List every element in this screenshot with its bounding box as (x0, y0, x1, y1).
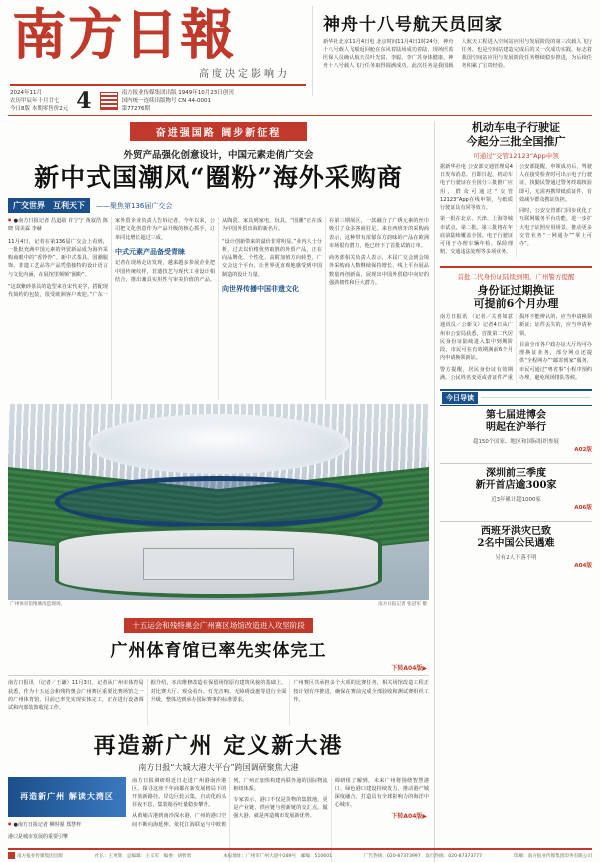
side2-para-2: 目前全市各户政办证大厅均可办理换证业务，部分网点还提供“全程网办”“邮寄到家”服务，市民可通过“粤省事”小程序预约办理，避免现场排队等候。 (519, 341, 592, 381)
digest-1-ref[interactable]: A02版 (574, 446, 592, 453)
lead-para-1: “这款紫砂茶具的造型来自宋代美学，搭配现代简约的包装，很受欧洲客户欢迎。”广东一家外贸企业负责人告诉记者，今年以来，公司把文化创意作为产品升级的核心抓手，订单同比增长超过三成。 (8, 218, 215, 299)
masthead-date: 2024年11月 (10, 89, 42, 96)
third-story-byline: ● ●南方日报记者 柳时强 郑慧梓 (8, 821, 126, 829)
third-story-subnote: 港口是城市发展的重要引擎 (8, 833, 69, 840)
campaign-banner (8, 121, 429, 141)
side-story-1-headline: 机动车电子行驶证 今起分三批全国推广 (466, 121, 566, 149)
masthead-cn-number: 国内统一连续出版物号 CN 44-0001 (121, 97, 211, 104)
lead-tag-primary: 广交世界 互利天下 (8, 198, 90, 213)
side2-para-0: 南方日报讯 （记者／关喜如意 通讯员／公新文）记者4日从广州市公安局获悉，首批第二代居民身份证陆续进入集中到期阶段，市民可在有效期满前6个月内申请换领新证。 (440, 314, 513, 362)
lead-para-0: 11月4日，记者在第136届广交会上看到，一批批充满中国元素的外贸新品成为海外采购商眼中的“香饽饽”。新中式茶具、国潮服饰、非遗工艺品等产品凭借独特的设计语言与文化内涵，在展馆里频频“圈粉”。 (8, 238, 108, 278)
second-para-0: 南方日报讯 （记者／王谦）11月3日，记者从广州市体育局获悉，作为十五运会和残特奥会广州赛区重要比赛场馆之一的广州体育馆，目前已率先实现实体完工，正在进行设备调试和内部装饰收尾工作。 (8, 680, 144, 712)
digest-2-sub: 近3年累计超1000家 (491, 496, 541, 503)
second-story-jump-ref[interactable]: 下转A04版▶ (391, 665, 427, 673)
side-story-1-body (440, 163, 592, 257)
digest-3-sub: 另有2人下落不明 (495, 554, 537, 561)
side-story-2-eyebrow: 首批二代身份证陆续到期，广州警方提醒 (457, 272, 575, 281)
lead-para-5: 商务部相关负责人表示，本届广交会到会境外采购商人数继续保持增长，线上平台展品数量再创新高，展现出中国外贸稳中向好的强劲韧性和巨大潜力。 (329, 255, 429, 286)
today-digest-rule (481, 397, 590, 398)
lead-para-4: 在第三期展区，一款融合了广绣元素的丝巾吸引了众多客商驻足。来自西班牙的采购商表示，这种带有浓郁东方韵味的产品在欧洲市场很有潜力，他已经下了首批试销订单。 (329, 218, 429, 249)
side-divider-1 (440, 266, 592, 268)
byline: ● ●南方日报记者 昌道励 许宁宁 黄叙浩 陈晓 周美霖 李赫 (8, 217, 108, 234)
divider-1 (8, 675, 429, 676)
lead-tag-secondary: ——聚焦第136届广交会 (96, 201, 173, 210)
masthead-issue-number: 4 (76, 88, 92, 115)
lead-story-kicker: 外贸产品强化创意设计，中国元素走俏广交会 (123, 150, 314, 162)
footer-badge-text: 南方报业传媒集团出版 (17, 854, 63, 859)
photo-credit: 南方日报记者 张冠军 摄 (378, 602, 427, 608)
third-para-1: 从黄埔古港到南沙深水港，广州的港口空间不断向海延伸。依托江海联运与中欧班列，广州正加快构建内联外通的国际物流枢纽体系。 (132, 777, 328, 828)
side-story-1-subhead: 可通过“交管12123”App申领 (473, 151, 559, 160)
today-digest-label: 今日导读 (442, 392, 478, 404)
side-story-2-headline: 身份证过期换证 可提前6个月办理 (473, 283, 559, 311)
masthead-issue-serial: 第77276期 (121, 106, 151, 113)
side1-para-3: 同时，公安交管部门同步优化了互联网服务平台功能，进一步扩大电子证照应用场景，推动更多交管业务“一网通办”“掌上可办”。 (519, 208, 592, 248)
digest-1-headline: 第七届进博会 明起在沪举行 (486, 409, 546, 434)
main-column (8, 121, 435, 862)
masthead-date-block (10, 89, 68, 114)
digest-item-3[interactable] (440, 526, 592, 569)
digest-item-2[interactable] (440, 468, 592, 511)
side-story-1 (440, 121, 592, 256)
side-story-2 (440, 272, 592, 384)
digest-3-ref[interactable]: A04版 (574, 562, 592, 569)
third-story-subhead: 南方日报“大城大港大平台”跨国调研聚焦大港 (138, 762, 299, 772)
second-story-tag (8, 613, 429, 633)
photo-caption-text: 广州体育馆维修改造现场。 (10, 602, 66, 608)
digest-2-ref[interactable]: A06版 (574, 504, 592, 511)
masthead-story-lead: 新华社北京11月4日电 北京时间11月4日1时24分，神舟十八号载人飞船返回舱在东风着陆场成功着陆，现场医监医保人员确认航天员叶光富、李聪、李广苏身体健康，神舟十八号载人飞行任务取得圆满成功。此次任务是我国载人航天工程进入空间站应用与发展阶段的第三次载人飞行任务，也是空间站建造完成后的又一次成功实践，标志着我国空间站应用与发展阶段任务继续稳步推进，为后续任务积累了宝贵经验。 (323, 39, 592, 70)
footer-badge (8, 852, 63, 859)
photo-caption (8, 600, 429, 608)
photo-ring (54, 476, 382, 528)
newspaper-title: 南方日報 (12, 2, 236, 66)
lead-para-2: 记者在现场走访发现，越来越多参展企业把中国传统纹样、非遗技艺与现代工业设计相结合，推出兼具实用性与审美价值的产品。从陶瓷、家具到家电、玩具，“国潮”正在成为中国外贸出海的新名片。 (115, 218, 322, 283)
lead-para-3: “设计创新带来的溢价非常明显。”业内人士分析，过去以价格优势取胜的外贸产品，正在向品牌化、个性化、高附加值方向转型。广交会这个平台，让世界更直观地感受到中国制造的设计力量。 (222, 238, 322, 278)
qr-code-icon[interactable] (100, 92, 118, 110)
newspaper-slogan: 高度决定影响力 (199, 68, 290, 80)
second-para-2: 广州赛区共承担多个大项的比赛任务，相关场馆改造工程正按计划有序推进，确保在赛前完成全部验收和测试赛组织工作。 (293, 680, 429, 703)
masthead-weekday: 农历甲辰年十月廿七 (10, 97, 60, 104)
footer-hotlines: 广告热线：020-87373997 发行热线：020-87373777 (363, 853, 483, 859)
page-body (8, 121, 592, 862)
third-para-0: 南方日报调研组近日走进广州港南沙港区，探寻这座千年商都在新发展格局下的开放新路径。岸边巨轮云集，自动化码头昼夜不息，集装箱吞吐量稳步攀升。 (132, 777, 227, 809)
masthead-subscribe: 今日8版 本期零售价2元 (10, 106, 69, 113)
second-story-body (8, 679, 429, 724)
digest-1-sub: 超150个国家、地区和国际组织参展 (473, 438, 559, 445)
third-para-2: 专家表示，港口不仅是货物的集散地，更是产业链、供应链与创新链的交汇点。做强大港，就是再造城市发展新优势。 (233, 797, 328, 820)
lead-subhead-1: 中式元素产品备受青睐 (115, 246, 185, 256)
masthead-story-headline: 神舟十八号航天员回家 (323, 15, 503, 35)
digest-3-headline: 西班牙洪灾已致 2名中国公民遇难 (477, 525, 555, 550)
footer-address: 本报地址：广州市广州大道中289号 邮编：510601 (223, 853, 333, 859)
footer-printer: 印刷：南方报业传媒集团印务有限公司 (513, 853, 592, 859)
lead-story-tagline (8, 198, 429, 213)
masthead-publisher: 南方报业传媒集团出版 1949年10月23日创刊 (121, 89, 234, 96)
second-story-headline: 广州体育馆已率先实体完工 (110, 641, 327, 662)
digest-item-1[interactable] (440, 410, 592, 453)
lead-subhead-2: 向世界传播中国非遗文化 (222, 283, 299, 293)
third-para-3: 调研组了解到，未来广州将围绕智慧港口、绿色港口建设持续发力，推动港产城深度融合，打造具有全球影响力的海洋中心城市。 (334, 777, 429, 809)
second-story-tag-label: 十五运会和残特奥会广州赛区场馆改造进入攻坚阶段 (124, 618, 313, 633)
lead-photo-block (8, 404, 429, 608)
masthead-left (8, 2, 308, 115)
campaign-banner-label: 奋进强国路 阔步新征程 (130, 122, 307, 141)
masthead-divider (10, 84, 306, 86)
side-divider-3 (440, 521, 592, 522)
page-footer (8, 848, 592, 859)
masthead (8, 2, 592, 116)
side1-para-2: 公安部提醒，申领成功后，驾驶人在接受检查时可出示电子行驶证，执勤民警通过警务终端核验即可，无需再携带纸质证件，有效减少群众携证负担。 (519, 163, 592, 203)
side-story-2-body (440, 313, 592, 384)
lead-story-body (8, 217, 429, 400)
series-banner: 再造新广州 解读大湾区 (8, 777, 126, 817)
photo-court (143, 548, 295, 580)
masthead-publisher-block (122, 89, 234, 114)
today-digest-bar (440, 389, 592, 406)
photo-roof-ellipse (88, 414, 349, 474)
side-column (440, 121, 592, 862)
side1-para-1: 第一批在北京、天津、上海等城市试点，第二批、第三批将在年底前陆续覆盖全国。电子行驶证可用于办理车辆年检、保险理赔、交通违法处理等多项业务。 (440, 216, 513, 256)
third-story-headline: 再造新广州 定义新大港 (93, 732, 344, 759)
footer-masthead-staff: 社长：王更辉 总编辑：王义军 编委：胡智勇 (94, 853, 192, 859)
masthead-right-story (312, 6, 592, 96)
lead-story-headline: 新中式国潮风“圈粉”海外采购商 (34, 163, 403, 193)
side2-para-1: 警方提醒，居民身份证有效期满、公民姓名变更或者证件严重损坏不能辨认的，应当申请换领新证；证件丢失的，应当申请补领。 (440, 314, 592, 381)
digest-2-headline: 深圳前三季度 新开首店逾300家 (475, 467, 557, 492)
stadium-photo (8, 404, 429, 600)
third-story-jump-ref[interactable]: 下转A04版▶ (391, 813, 427, 821)
side1-para-0: 据新华社电 公安部交通管理局4日发布消息，自即日起，机动车电子行驶证在全国分三批推广应用，群众可通过“交管12123”App在线申领，与纸质行驶证具有同等效力。 (440, 163, 513, 212)
masthead-meta (8, 88, 308, 114)
second-para-1: 据介绍，本次维修改造在保留场馆原有建筑风貌的基础上，对比赛大厅、观众看台、灯光音响、无障碍设施等进行全面升级，整体达到承办国际赛事的标准要求。 (150, 680, 287, 703)
side-divider-2 (440, 463, 592, 464)
